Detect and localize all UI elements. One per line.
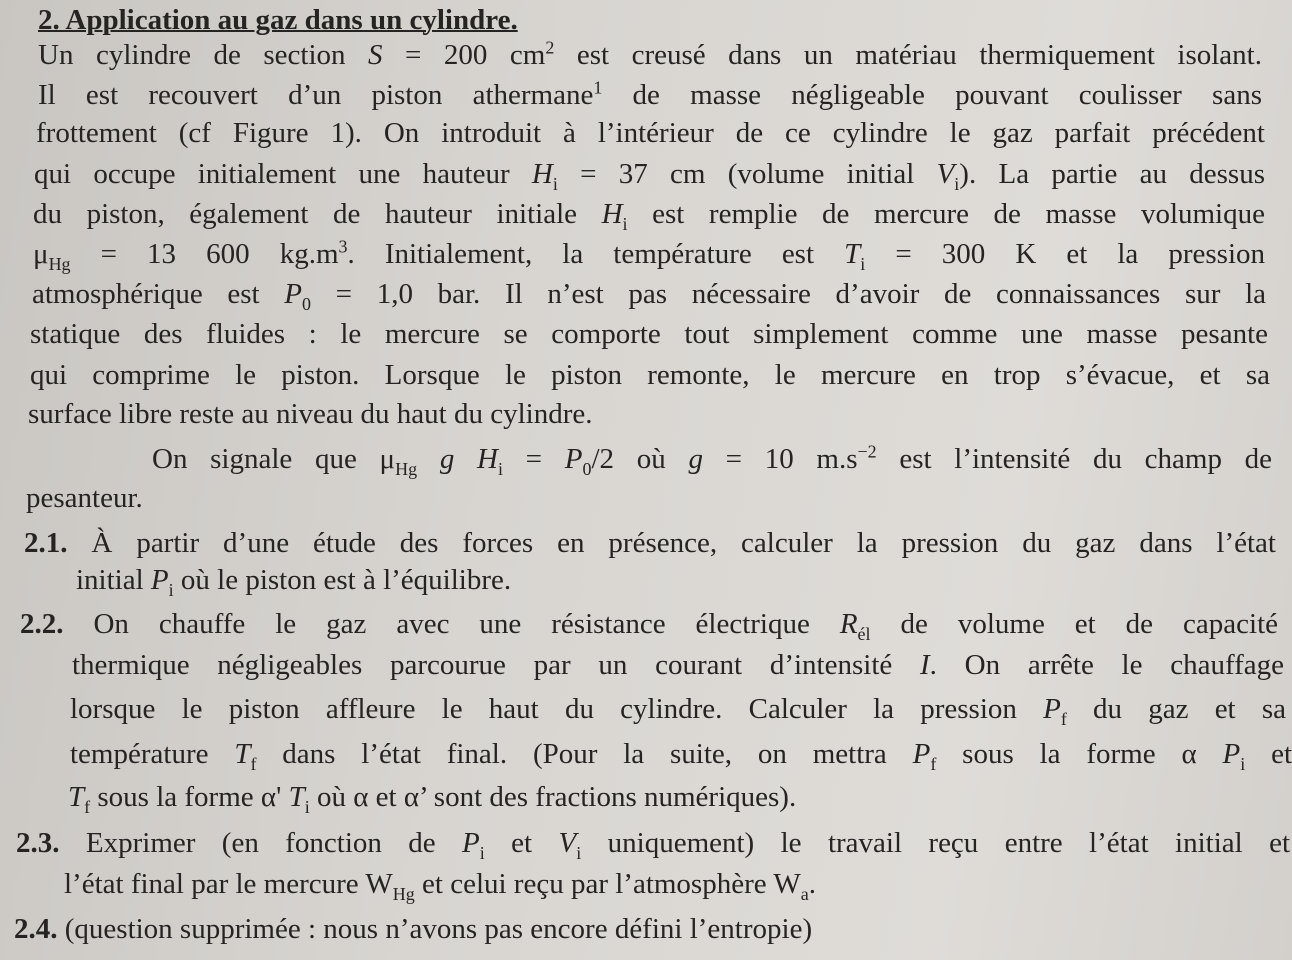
text-run: = 37 cm (volume initial [557, 158, 937, 190]
question-number: 2.2. [20, 608, 64, 640]
text-line [36, 113, 1265, 153]
subscript: f [1060, 708, 1067, 729]
subscript: i [1240, 753, 1246, 774]
math-symbol: T [68, 781, 85, 813]
text-run: . Initialement, la température est [347, 238, 845, 270]
text-run: du gaz et sa [1066, 693, 1286, 725]
subscript: f [250, 753, 257, 774]
subscript: a [800, 883, 809, 904]
text-run: = 200 cm [382, 39, 546, 71]
text-line [20, 604, 1278, 644]
subscript: 0 [582, 458, 592, 479]
subscript: i [622, 213, 628, 234]
text-run: thermique négligeables parcourue par un courant d’intensité [72, 649, 920, 681]
math-symbol: H [601, 198, 623, 230]
math-symbol: T [844, 238, 861, 270]
text-line [24, 523, 1276, 563]
text-line [33, 194, 1265, 234]
subscript: él [857, 623, 871, 644]
text-line [70, 689, 1286, 729]
math-symbol: V [936, 158, 955, 190]
text-run: = 1,0 bar. Il n’est pas nécessaire d’avoir de connaissances sur la [311, 278, 1266, 310]
text-line [64, 864, 816, 904]
question-number: 2.3. [16, 827, 60, 859]
math-symbol: P [1222, 738, 1241, 770]
math-symbol: S [368, 39, 383, 71]
subscript: i [860, 253, 866, 274]
text-line [38, 35, 1262, 75]
math-symbol: T [234, 738, 251, 770]
superscript: 2 [545, 37, 555, 58]
text-run: est creusé dans un matériau thermiquement isolant. [554, 39, 1262, 71]
subscript: i [304, 796, 310, 817]
text-line [28, 394, 592, 434]
text-line [34, 154, 1265, 194]
math-symbol: g H [439, 443, 498, 475]
text-line [76, 560, 511, 600]
subscript: f [930, 753, 937, 774]
text-run: statique des fluides : le mercure se comporte tout simplement comme une masse pesante [30, 318, 1268, 350]
text-run: Exprimer (en fonction de [59, 827, 463, 859]
math-symbol: R [839, 608, 858, 640]
text-line [68, 777, 796, 817]
subscript: Hg [48, 253, 71, 274]
text-run: température [70, 738, 235, 770]
text-run: /2 où [591, 443, 689, 475]
text-line [32, 274, 1266, 314]
text-run: est l’intensité du champ de [876, 443, 1273, 475]
subscript: i [576, 842, 582, 863]
text-run: = 10 m.s [702, 443, 858, 475]
text-run: et celui reçu par l’atmosphère W [414, 868, 801, 900]
superscript: 3 [338, 236, 348, 257]
text-run: On signale que μ [152, 443, 396, 475]
text-line [16, 823, 1290, 863]
text-run: On chauffe le gaz avec une résistance électrique [63, 608, 840, 640]
text-run: Un cylindre de section [38, 39, 369, 71]
text-run: = 13 600 kg.m [70, 238, 339, 270]
math-symbol: g [688, 443, 703, 475]
math-symbol: P [462, 827, 480, 859]
text-run: où α et α’ sont des fractions numériques). [309, 781, 797, 813]
text-run: sous la forme α' [90, 781, 289, 813]
text-line [26, 478, 143, 518]
subscript: Hg [395, 458, 418, 479]
text-run: et [484, 827, 559, 859]
math-symbol: P [150, 564, 169, 596]
text-run: pesanteur. [26, 482, 143, 514]
subscript: i [479, 842, 485, 863]
subscript: i [168, 579, 174, 600]
text-run: qui occupe initialement une hauteur [34, 158, 532, 190]
superscript: −2 [857, 441, 877, 462]
question-number: 2.4. [14, 913, 58, 945]
text-run: l’état final par le mercure W [64, 868, 393, 900]
text-line [152, 439, 1272, 479]
subscript: Hg [392, 883, 415, 904]
text-run: du piston, également de hauteur initiale [33, 198, 602, 230]
text-run: . On arrête le chauffage [929, 649, 1284, 681]
text-run: qui comprime le piston. Lorsque le piston remonte, le mercure en trop s’évacue, et sa [30, 359, 1270, 391]
math-symbol: I [920, 649, 930, 681]
text-run: atmosphérique est [32, 278, 285, 310]
text-line [14, 909, 812, 949]
question-number: 2.1. [24, 527, 68, 559]
math-symbol: P [284, 278, 303, 310]
text-run: initial [76, 564, 151, 596]
text-line [72, 645, 1284, 685]
text-run: Il est recouvert d’un piston athermane [38, 79, 594, 111]
text-run: et [1245, 738, 1292, 770]
text-run: . [808, 868, 816, 900]
text-run: frottement (cf Figure 1). On introduit à l’intérieur de ce cylindre le gaz parfait précédent [36, 117, 1265, 149]
text-run: lorsque le piston affleure le haut du cylindre. Calculer la pression [70, 693, 1044, 725]
math-symbol: T [288, 781, 305, 813]
subscript: i [954, 173, 960, 194]
math-symbol: P [1043, 693, 1061, 725]
math-symbol: V [558, 827, 577, 859]
text-line [30, 355, 1270, 395]
text-run: surface libre reste au niveau du haut du cylindre. [28, 398, 593, 430]
text-run: sous la forme α [936, 738, 1223, 770]
text-line [33, 234, 1265, 274]
text-run: dans l’état final. (Pour la suite, on mettra [256, 738, 913, 770]
text-line [38, 75, 1262, 115]
section-title: 2. Application au gaz dans un cylindre. [38, 4, 518, 36]
math-symbol: H [531, 158, 553, 190]
text-run: est remplie de mercure de masse volumique [627, 198, 1265, 230]
text-run: uniquement) le travail reçu entre l’état initial et [581, 827, 1291, 859]
text-run [417, 443, 440, 475]
text-run: ). La partie au dessus [959, 158, 1265, 190]
subscript: i [497, 458, 503, 479]
text-line [30, 314, 1268, 354]
superscript: 1 [593, 77, 603, 98]
text-run: μ [33, 238, 49, 270]
text-run: (question supprimée : nous n’avons pas encore défini l’entropie) [57, 913, 813, 945]
subscript: 0 [302, 293, 312, 314]
text-run: À partir d’une étude des forces en présence, calculer la pression du gaz dans l’état [67, 527, 1276, 559]
text-line [70, 734, 1292, 774]
math-symbol: P [912, 738, 931, 770]
text-run: où le piston est à l’équilibre. [173, 564, 512, 596]
subscript: f [84, 796, 91, 817]
text-run: = [502, 443, 565, 475]
subscript: i [552, 173, 558, 194]
text-run: de volume et de capacité [870, 608, 1278, 640]
text-run: = 300 K et la pression [865, 238, 1266, 270]
math-symbol: P [564, 443, 583, 475]
text-run: de masse négligeable pouvant coulisser sans [602, 79, 1262, 111]
